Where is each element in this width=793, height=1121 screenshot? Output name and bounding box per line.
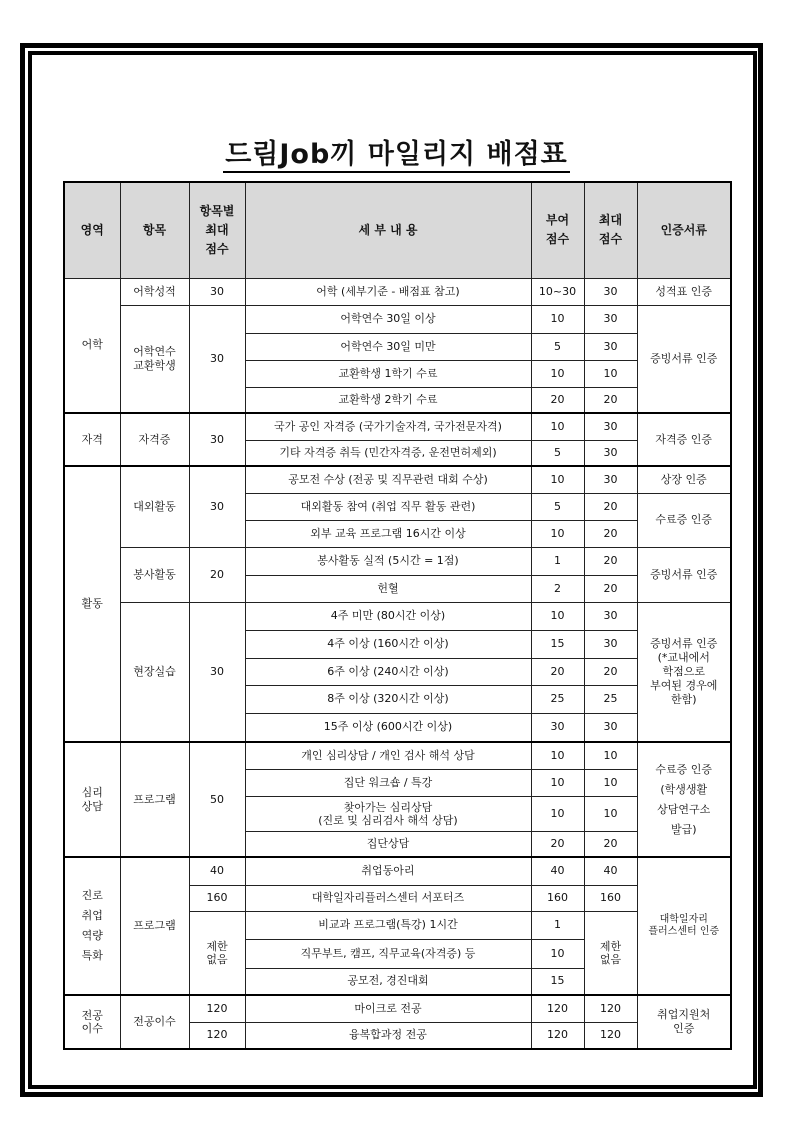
max-cell: 10 bbox=[584, 360, 637, 387]
detail-cell: 공모전 수상 (전공 및 직무관련 대회 수상) bbox=[245, 466, 531, 493]
max-cell: 10 bbox=[584, 769, 637, 796]
cert-cell: 대학일자리 플러스센터 인증 bbox=[637, 857, 731, 995]
award-cell: 1 bbox=[531, 911, 584, 939]
area-language: 어학 bbox=[64, 278, 120, 413]
max-cell: 160 bbox=[584, 885, 637, 911]
header-area: 영역 bbox=[64, 182, 120, 278]
detail-cell: 8주 이상 (320시간 이상) bbox=[245, 685, 531, 713]
header-item-max: 항목별 최대 점수 bbox=[189, 182, 245, 278]
max-cell: 30 bbox=[584, 413, 637, 440]
max-cell: 제한 없음 bbox=[584, 911, 637, 995]
detail-cell: 어학연수 30일 이상 bbox=[245, 305, 531, 333]
max-cell: 20 bbox=[584, 387, 637, 413]
max-cell: 20 bbox=[584, 831, 637, 857]
award-cell: 5 bbox=[531, 440, 584, 466]
award-cell: 10 bbox=[531, 305, 584, 333]
max-cell: 20 bbox=[584, 547, 637, 575]
item-cell: 어학연수 교환학생 bbox=[120, 305, 189, 413]
table-row bbox=[64, 305, 731, 333]
award-cell: 10 bbox=[531, 796, 584, 831]
item-max-cell: 120 bbox=[189, 1022, 245, 1049]
area-career: 진로 취업 역량 특화 bbox=[64, 857, 120, 995]
detail-cell: 공모전, 경진대회 bbox=[245, 968, 531, 995]
max-cell: 20 bbox=[584, 520, 637, 547]
award-cell: 120 bbox=[531, 995, 584, 1022]
detail-cell: 비교과 프로그램(특강) 1시간 bbox=[245, 911, 531, 939]
cert-cell: 증빙서류 인증 bbox=[637, 547, 731, 602]
detail-cell: 대외활동 참여 (취업 직무 활동 관련) bbox=[245, 493, 531, 520]
detail-cell: 마이크로 전공 bbox=[245, 995, 531, 1022]
cert-cell: 수료증 인증 (학생생활 상담연구소 발급) bbox=[637, 742, 731, 857]
detail-cell: 기타 자격증 취득 (민간자격증, 운전면허제외) bbox=[245, 440, 531, 466]
item-cell: 대외활동 bbox=[120, 466, 189, 547]
max-cell: 30 bbox=[584, 305, 637, 333]
detail-cell: 4주 미만 (80시간 이상) bbox=[245, 602, 531, 630]
item-max-cell: 120 bbox=[189, 995, 245, 1022]
detail-cell: 융복합과정 전공 bbox=[245, 1022, 531, 1049]
item-max-cell: 160 bbox=[189, 885, 245, 911]
max-cell: 20 bbox=[584, 658, 637, 685]
mileage-score-table bbox=[63, 181, 732, 1050]
item-max-cell: 30 bbox=[189, 413, 245, 466]
table-row bbox=[64, 742, 731, 769]
table-row bbox=[64, 466, 731, 493]
max-cell: 20 bbox=[584, 575, 637, 602]
detail-cell: 외부 교육 프로그램 16시간 이상 bbox=[245, 520, 531, 547]
header-row bbox=[64, 182, 731, 278]
award-cell: 2 bbox=[531, 575, 584, 602]
cert-cell: 상장 인증 bbox=[637, 466, 731, 493]
award-cell: 10 bbox=[531, 742, 584, 769]
max-cell: 30 bbox=[584, 630, 637, 658]
item-cell: 현장실습 bbox=[120, 602, 189, 742]
item-max-cell: 50 bbox=[189, 742, 245, 857]
award-cell: 10~30 bbox=[531, 278, 584, 305]
award-cell: 10 bbox=[531, 413, 584, 440]
area-major: 전공 이수 bbox=[64, 995, 120, 1049]
max-cell: 30 bbox=[584, 440, 637, 466]
area-activity: 활동 bbox=[64, 466, 120, 742]
detail-cell: 국가 공인 자격증 (국가기술자격, 국가전문자격) bbox=[245, 413, 531, 440]
award-cell: 5 bbox=[531, 333, 584, 360]
max-cell: 30 bbox=[584, 278, 637, 305]
detail-cell: 어학연수 30일 미만 bbox=[245, 333, 531, 360]
award-cell: 20 bbox=[531, 831, 584, 857]
table-row bbox=[64, 547, 731, 575]
award-cell: 160 bbox=[531, 885, 584, 911]
award-cell: 120 bbox=[531, 1022, 584, 1049]
item-max-cell: 40 bbox=[189, 857, 245, 885]
detail-cell: 개인 심리상담 / 개인 검사 해석 상담 bbox=[245, 742, 531, 769]
detail-cell: 4주 이상 (160시간 이상) bbox=[245, 630, 531, 658]
table-row bbox=[64, 602, 731, 630]
award-cell: 10 bbox=[531, 520, 584, 547]
page-title bbox=[0, 132, 793, 171]
cert-cell: 수료증 인증 bbox=[637, 493, 731, 547]
max-cell: 20 bbox=[584, 493, 637, 520]
award-cell: 5 bbox=[531, 493, 584, 520]
item-max-cell: 20 bbox=[189, 547, 245, 602]
table-row bbox=[64, 413, 731, 440]
detail-cell: 집단상담 bbox=[245, 831, 531, 857]
award-cell: 10 bbox=[531, 360, 584, 387]
page-title-text: 드림Job끼 마일리지 배점표 bbox=[223, 139, 570, 173]
max-cell: 25 bbox=[584, 685, 637, 713]
item-cell: 자격증 bbox=[120, 413, 189, 466]
max-cell: 10 bbox=[584, 742, 637, 769]
table-row bbox=[64, 278, 731, 305]
detail-cell: 교환학생 2학기 수료 bbox=[245, 387, 531, 413]
award-cell: 10 bbox=[531, 939, 584, 968]
cert-cell: 성적표 인증 bbox=[637, 278, 731, 305]
detail-cell: 교환학생 1학기 수료 bbox=[245, 360, 531, 387]
detail-cell: 대학일자리플러스센터 서포터즈 bbox=[245, 885, 531, 911]
area-counseling: 심리 상담 bbox=[64, 742, 120, 857]
award-cell: 30 bbox=[531, 713, 584, 742]
item-cell: 프로그램 bbox=[120, 742, 189, 857]
award-cell: 15 bbox=[531, 968, 584, 995]
item-max-cell: 30 bbox=[189, 602, 245, 742]
detail-cell: 6주 이상 (240시간 이상) bbox=[245, 658, 531, 685]
award-cell: 20 bbox=[531, 658, 584, 685]
item-max-cell: 제한 없음 bbox=[189, 911, 245, 995]
item-max-cell: 30 bbox=[189, 305, 245, 413]
max-cell: 30 bbox=[584, 713, 637, 742]
table-row bbox=[64, 995, 731, 1022]
header-detail: 세 부 내 용 bbox=[245, 182, 531, 278]
table-row bbox=[64, 857, 731, 885]
award-cell: 15 bbox=[531, 630, 584, 658]
award-cell: 25 bbox=[531, 685, 584, 713]
cert-cell: 증빙서류 인증 (*교내에서 학점으로 부여된 경우에 한함) bbox=[637, 602, 731, 742]
area-license: 자격 bbox=[64, 413, 120, 466]
header-cert: 인증서류 bbox=[637, 182, 731, 278]
detail-cell: 어학 (세부기준 - 배점표 참고) bbox=[245, 278, 531, 305]
header-max: 최대 점수 bbox=[584, 182, 637, 278]
detail-cell: 헌혈 bbox=[245, 575, 531, 602]
detail-cell: 15주 이상 (600시간 이상) bbox=[245, 713, 531, 742]
item-cell: 전공이수 bbox=[120, 995, 189, 1049]
max-cell: 10 bbox=[584, 796, 637, 831]
award-cell: 40 bbox=[531, 857, 584, 885]
detail-cell: 집단 워크숍 / 특강 bbox=[245, 769, 531, 796]
award-cell: 10 bbox=[531, 769, 584, 796]
max-cell: 40 bbox=[584, 857, 637, 885]
award-cell: 20 bbox=[531, 387, 584, 413]
header-item: 항목 bbox=[120, 182, 189, 278]
max-cell: 30 bbox=[584, 602, 637, 630]
cert-cell: 자격증 인증 bbox=[637, 413, 731, 466]
header-award: 부여 점수 bbox=[531, 182, 584, 278]
detail-cell: 찾아가는 심리상담 (진로 및 심리검사 해석 상담) bbox=[245, 796, 531, 831]
max-cell: 120 bbox=[584, 995, 637, 1022]
max-cell: 30 bbox=[584, 466, 637, 493]
award-cell: 1 bbox=[531, 547, 584, 575]
max-cell: 30 bbox=[584, 333, 637, 360]
detail-cell: 취업동아리 bbox=[245, 857, 531, 885]
cert-cell: 증빙서류 인증 bbox=[637, 305, 731, 413]
award-cell: 10 bbox=[531, 602, 584, 630]
award-cell: 10 bbox=[531, 466, 584, 493]
detail-cell: 직무부트, 캠프, 직무교육(자격증) 등 bbox=[245, 939, 531, 968]
item-cell: 프로그램 bbox=[120, 857, 189, 995]
cert-cell: 취업지원처 인증 bbox=[637, 995, 731, 1049]
item-cell: 어학성적 bbox=[120, 278, 189, 305]
item-cell: 봉사활동 bbox=[120, 547, 189, 602]
item-max-cell: 30 bbox=[189, 278, 245, 305]
detail-cell: 봉사활동 실적 (5시간 = 1점) bbox=[245, 547, 531, 575]
max-cell: 120 bbox=[584, 1022, 637, 1049]
item-max-cell: 30 bbox=[189, 466, 245, 547]
